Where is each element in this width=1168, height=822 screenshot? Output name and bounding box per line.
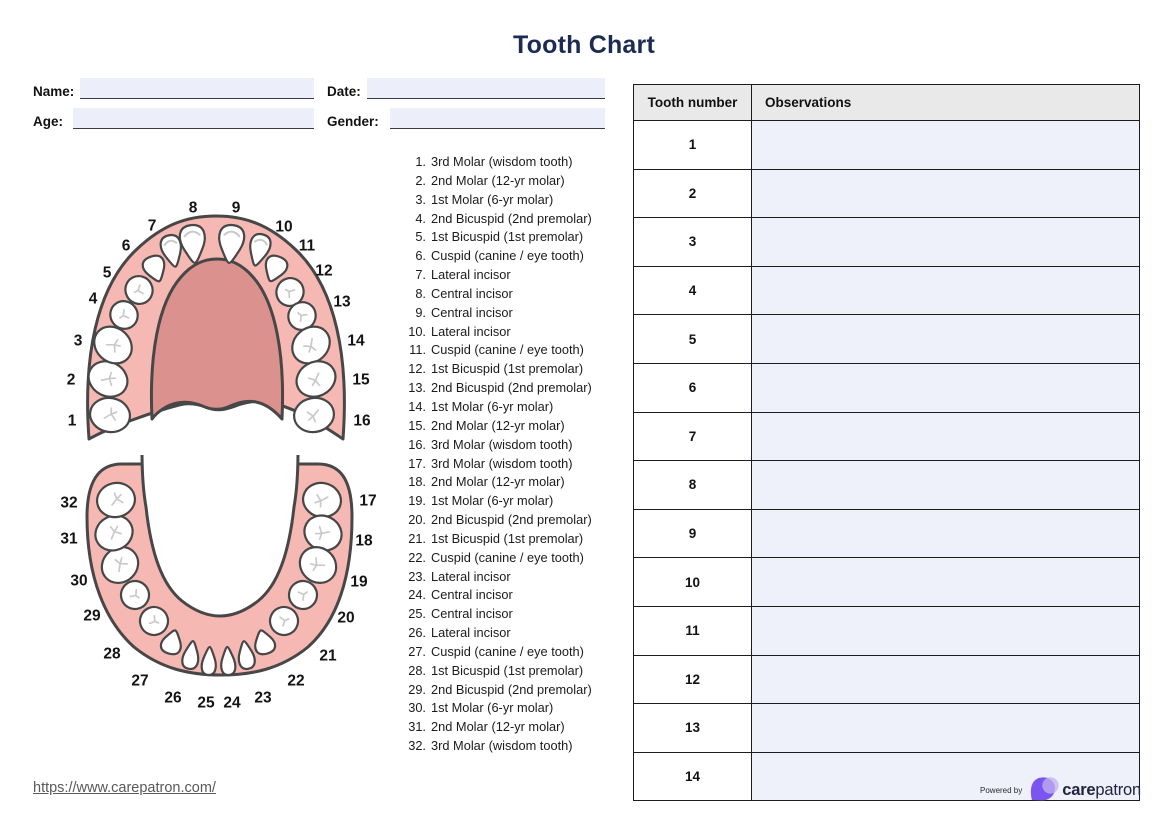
gender-label: Gender: (327, 114, 379, 129)
observation-cell[interactable] (752, 558, 1140, 607)
list-item: 24. Central incisor (408, 587, 513, 603)
tooth-number-label: 10 (275, 218, 293, 236)
list-item: 23. Lateral incisor (408, 568, 511, 584)
date-label: Date: (327, 84, 361, 99)
list-item: 2. 2nd Molar (12-yr molar) (415, 172, 565, 188)
page-title: Tooth Chart (513, 31, 655, 59)
powered-by-label: Powered by (980, 785, 1023, 795)
tooth-number-header: Tooth number (634, 85, 752, 121)
observation-cell[interactable] (752, 606, 1140, 655)
list-item: 21. 1st Bicuspid (1st premolar) (408, 530, 584, 546)
tooth-number-label: 24 (223, 694, 241, 712)
tooth-number-label: 9 (231, 199, 241, 217)
tooth-number-cell: 3 (634, 218, 752, 267)
carepatron-logo-icon (1029, 775, 1059, 805)
list-item: 25. Central incisor (408, 606, 513, 622)
tooth-number-label: 5 (102, 264, 112, 282)
list-item: 14. 1st Molar (6-yr molar) (408, 398, 554, 414)
tooth-number-cell: 10 (634, 558, 752, 607)
list-item: 6. Cuspid (canine / eye tooth) (415, 248, 584, 264)
list-item: 32. 3rd Molar (wisdom tooth) (408, 738, 573, 754)
tooth-number-label: 30 (70, 572, 88, 590)
tooth-name-list (392, 153, 592, 756)
list-item: 18. 2nd Molar (12-yr molar) (408, 474, 565, 490)
tooth-number-label: 19 (350, 573, 368, 591)
tooth-number-cell: 5 (634, 315, 752, 364)
tooth-number-label: 7 (147, 217, 157, 235)
observation-cell[interactable] (752, 655, 1140, 704)
list-item: 9. Central incisor (415, 304, 513, 320)
tooth-number-cell: 2 (634, 169, 752, 218)
list-item: 11. Cuspid (canine / eye tooth) (409, 342, 584, 358)
carepatron-link[interactable]: https://www.carepatron.com/ (33, 780, 216, 796)
list-item: 27. Cuspid (canine / eye tooth) (408, 643, 584, 659)
age-field[interactable] (73, 108, 314, 129)
list-item: 26. Lateral incisor (408, 625, 511, 641)
observation-cell[interactable] (752, 169, 1140, 218)
observation-cell[interactable] (752, 218, 1140, 267)
tooth-number-label: 13 (333, 293, 351, 311)
tooth-number-label: 20 (337, 609, 355, 627)
tooth-number-label: 28 (103, 645, 121, 663)
observations-header: Observations (752, 85, 1140, 121)
table-row (634, 606, 1140, 655)
list-item: 30. 1st Molar (6-yr molar) (408, 700, 554, 716)
tooth-number-cell: 4 (634, 266, 752, 315)
table-row (634, 655, 1140, 704)
list-item: 19. 1st Molar (6-yr molar) (408, 493, 554, 509)
tooth-number-cell: 1 (634, 121, 752, 170)
table-row (634, 509, 1140, 558)
tooth-number-cell: 12 (634, 655, 752, 704)
list-item: 13. 2nd Bicuspid (2nd premolar) (408, 380, 592, 396)
list-item: 5. 1st Bicuspid (1st premolar) (415, 229, 584, 245)
list-item: 12. 1st Bicuspid (1st premolar) (408, 361, 584, 377)
tooth-number-label: 8 (188, 199, 198, 217)
upper-dental-arch-diagram (60, 193, 375, 455)
table-row (634, 704, 1140, 753)
observations-table (633, 84, 1140, 801)
tooth-number-cell: 8 (634, 461, 752, 510)
table-row (634, 169, 1140, 218)
table-row (634, 315, 1140, 364)
tooth-number-label: 31 (60, 530, 78, 548)
list-item: 16. 3rd Molar (wisdom tooth) (408, 436, 573, 452)
tooth-number-label: 21 (319, 647, 337, 665)
brand-name: carepatron (1062, 780, 1141, 799)
tooth-number-label: 6 (121, 237, 131, 255)
tooth-number-label: 2 (66, 371, 76, 389)
observation-cell[interactable] (752, 412, 1140, 461)
observation-cell[interactable] (752, 461, 1140, 510)
tooth-number-cell: 6 (634, 363, 752, 412)
list-item: 10. Lateral incisor (408, 323, 511, 339)
name-label: Name: (33, 84, 75, 99)
list-item: 15. 2nd Molar (12-yr molar) (408, 417, 565, 433)
tooth-number-label: 18 (355, 532, 373, 550)
observation-cell[interactable] (752, 315, 1140, 364)
tooth-number-label: 12 (315, 262, 333, 280)
table-row (634, 218, 1140, 267)
tooth-number-cell: 7 (634, 412, 752, 461)
observation-cell[interactable] (752, 704, 1140, 753)
list-item: 22. Cuspid (canine / eye tooth) (408, 549, 584, 565)
tooth-number-label: 14 (347, 332, 365, 350)
tooth-number-label: 32 (60, 494, 78, 512)
list-item: 7. Lateral incisor (415, 267, 511, 283)
list-item: 20. 2nd Bicuspid (2nd premolar) (408, 512, 592, 528)
tooth-number-label: 17 (359, 492, 377, 510)
tooth-number-label: 29 (83, 607, 101, 625)
list-item: 4. 2nd Bicuspid (2nd premolar) (415, 210, 592, 226)
table-row (634, 363, 1140, 412)
list-item: 29. 2nd Bicuspid (2nd premolar) (408, 681, 592, 697)
tooth-number-label: 3 (73, 332, 83, 350)
powered-by-badge (980, 772, 1141, 808)
table-row (634, 412, 1140, 461)
table-row (634, 558, 1140, 607)
date-field[interactable] (367, 78, 605, 99)
list-item: 1. 3rd Molar (wisdom tooth) (415, 154, 573, 169)
tooth-number-label: 15 (352, 371, 370, 389)
tooth-number-label: 27 (131, 672, 149, 690)
age-label: Age: (33, 114, 63, 129)
tooth-number-label: 25 (197, 694, 215, 712)
table-row (634, 266, 1140, 315)
tooth-number-label: 23 (254, 689, 272, 707)
lower-dental-arch-diagram (60, 455, 385, 717)
list-item: 31. 2nd Molar (12-yr molar) (408, 719, 565, 735)
tooth-number-label: 4 (88, 290, 98, 308)
tooth-number-label: 16 (353, 412, 371, 430)
tooth-number-label: 1 (67, 412, 77, 430)
list-item: 3. 1st Molar (6-yr molar) (415, 191, 554, 207)
tooth-number-cell: 11 (634, 606, 752, 655)
table-row (634, 121, 1140, 170)
tooth-number-cell: 14 (634, 752, 752, 801)
tooth-number-label: 22 (287, 672, 305, 690)
gender-field[interactable] (390, 108, 605, 129)
tooth-number-cell: 13 (634, 704, 752, 753)
tooth-number-label: 11 (298, 237, 316, 255)
table-header-row (634, 85, 1140, 121)
list-item: 17. 3rd Molar (wisdom tooth) (408, 455, 573, 471)
list-item: 8. Central incisor (415, 285, 513, 301)
observation-cell[interactable] (752, 363, 1140, 412)
name-field[interactable] (80, 78, 314, 99)
list-item: 28. 1st Bicuspid (1st premolar) (408, 662, 584, 678)
tooth-number-cell: 9 (634, 509, 752, 558)
tooth-number-label: 26 (164, 689, 182, 707)
observation-cell[interactable] (752, 266, 1140, 315)
table-row (634, 461, 1140, 510)
observation-cell[interactable] (752, 509, 1140, 558)
observation-cell[interactable] (752, 121, 1140, 170)
